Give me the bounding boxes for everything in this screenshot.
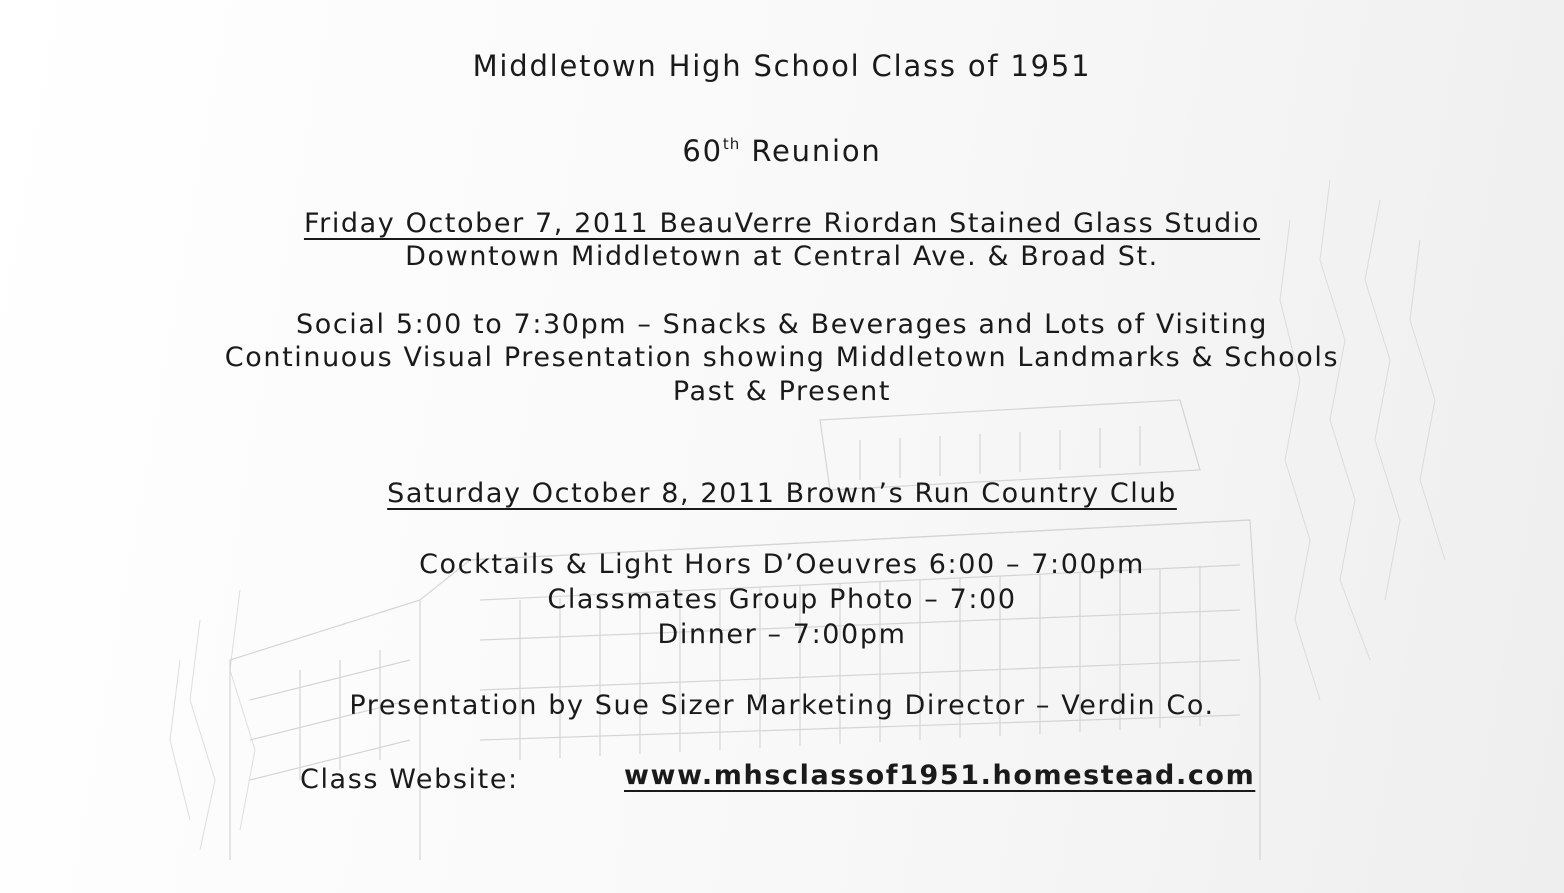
saturday-speaker: Presentation by Sue Sizer Marketing Director – Verdin Co. <box>349 690 1215 721</box>
website-row <box>0 760 1564 794</box>
friday-social: Social 5:00 to 7:30pm – Snacks & Beverages and Lots of Visiting <box>296 309 1268 340</box>
reunion-word: Reunion <box>751 134 882 168</box>
saturday-dinner: Dinner – 7:00pm <box>657 619 907 650</box>
saturday-cocktails: Cocktails & Light Hors D’Oeuvres 6:00 – 7:00pm <box>419 549 1145 580</box>
saturday-heading <box>0 478 1564 510</box>
saturday-group-photo: Classmates Group Photo – 7:00 <box>547 584 1017 615</box>
friday-heading <box>0 208 1564 240</box>
friday-location: Downtown Middletown at Central Ave. & Broad St. <box>405 241 1159 272</box>
friday-presentation-cont: Past & Present <box>672 376 892 407</box>
friday-heading-text: Friday October 7, 2011 BeauVerre Riordan Stained Glass Studio <box>303 208 1261 239</box>
reunion-number: 60 <box>682 134 723 168</box>
website-link[interactable]: www.mhsclassof1951.homestead.com <box>624 760 1256 791</box>
website-label: Class Website: <box>300 764 519 795</box>
reunion-subtitle <box>0 128 1564 167</box>
page-title: Middletown High School Class of 1951 <box>472 49 1092 83</box>
friday-presentation: Continuous Visual Presentation showing Middletown Landmarks & Schools <box>224 342 1340 373</box>
saturday-heading-text: Saturday October 8, 2011 Brown’s Run Country Club <box>387 478 1177 509</box>
reunion-ordinal-suffix: th <box>722 135 741 153</box>
